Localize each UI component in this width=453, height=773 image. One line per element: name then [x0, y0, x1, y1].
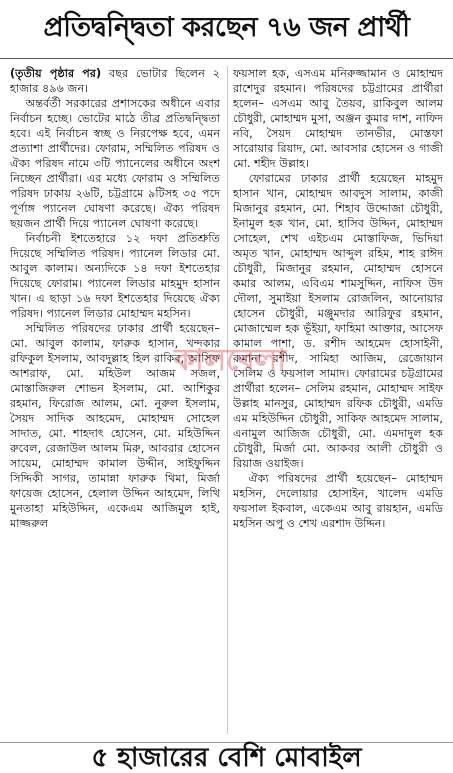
article-column-left: [10, 66, 220, 734]
paragraph-text: বছর ভোটার ছিলেন ২ হাজার ৪৯৬ জন।: [10, 67, 220, 95]
article-paragraph: নির্বাচনী ইশতেহারে ১২ দফা প্রতিশ্রুতি দিয়েছে সম্মিলিত পরিষদ। প্যানেল লিডার মো. আবুল কালাম। অন্যদিকে ১৪ দফা ইশতেহার দিয়েছে ফোরাম। প্যানেল লিডার মাহমুদ হাসান খান। এ ছাড়া ১৬ দফা ইশতেহার দিয়েছে ঐক্য পরিষদ। প্যানেল লিডার মোহাম্মদ মহসিন।: [10, 232, 220, 320]
article-body: [10, 66, 443, 734]
article-paragraph: ঐক্য পরিষদের প্রার্থী হয়েছেন– মোহাম্মদ মহসিন, দেলোয়ার হোসাইন, খালেদ এমডি ফয়সাল ইকবাল, একেএম আবু রায়হান, এমডি মহসিন অপু ও শেখ এরশাদ উদ্দিন।: [233, 472, 443, 530]
publisher-watermark: কালবেলা: [174, 342, 286, 378]
article-paragraph: [10, 66, 220, 96]
article-headline: প্রতিদ্বন্দ্বিতা করছেন ৭৬ জন প্রার্থী: [0, 0, 453, 59]
article-paragraph: ফোরামের ঢাকার প্রার্থী হয়েছেন মাহমুদ হাসান খান, মোহাম্মদ আবদুস সালাম, কাজী মিজানুর রহমান, মো. শিহাব উদ্দোজা চৌধুরী, ইনামুল হক খান, মো. হাসিব উদ্দিন, মোহাম্মদ সোহেল, শেখ এইচএম মোস্তাফিজ, ভিদিয়া অমৃত খান, মোহাম্মদ আব্দুল রহিম, শাহ রাঈদ চৌধুরী, মিজানুর রহমান, মোহাম্মদ হোসনে কমার আলম, এবিএম শামসুদ্দিন, নাফিস উদ দৌলা, সুমাইয়া ইসলাম রোজলিন, আনোয়ার হোসেন চৌধুরী, মঞ্জুমদার আরিফুর রহমান, মোজাম্মেল হক ভূঁইয়া, ফাহিমা আক্তার, আসেফ কামাল পাশা, ড. রশীদ আহমেদ হোসাইনী, রুমানা রশীদ, সামিহা আজিম, রেজোয়ান সেলিম ও ফয়সাল সামাদ। ফোরামের চট্টগ্রামের প্রার্থীরা হলেন– সেলিম রহমান, মোহাম্মদ সাইফ উল্লাহ মানসুর, মোহাম্মদ রফিক চৌধুরী, এমডি এম মহিউদ্দিন চৌধুরী, সাকিফ আহমেদ সালাম, এনামুল আজিজ চৌধুরী, মো. এমদাদুল হক চৌধুরী, মির্জা মো. আকবর আলী চৌধুরী ও রিয়াজ ওয়াইজ।: [233, 172, 443, 470]
article-paragraph: সম্মিলিত পরিষদের ঢাকার প্রার্থী হয়েছেন– মো. আবুল কালাম, ফারুক হাসান, খন্দকার রফিকুল ইসলাম, আবদুল্লাহ হিল রাকিব, আসিফ আশরাফ, মো. মহিউল আজম সজল, মোস্তাজিরুল শোভন ইসলাম, মো. আশিকুর রহমান, ফিরোজ আলম, মো. নুরুল ইসলাম, সৈয়দ সাদিক আহমেদ, মোহাম্মদ সোহেল সাদাত, মো. শাহদাৎ হোসেন, মো. মহিউদ্দিন রুবেল, রেজাউল আলম মিরু, আবরার হোসেন সায়েম, মোহাম্মদ কামাল উদ্দীন, সাইফুদ্দিন সিদ্দিকী সাগর, তামান্না ফারুক থিমা, মির্জা ফায়েজ হোসেন, হেলাল উদ্দিন আহমেদ, লিথি মুনতাহা মহিউদ্দিন, একেএম আজিমুল হাই, মাজ্জরুল: [10, 322, 220, 530]
article-paragraph: অন্তর্বর্তী সরকারের প্রশাসকের অধীনে এবার নির্বাচন হচ্ছে। ভোটের মাঠে তীব্র প্রতিদ্বন্দ্বিতা হবে। এই নির্বাচন স্বচ্ছ ও নিরপেক্ষ হবে, এমন প্রত্যাশা প্রার্থীদের। ফোরাম, সম্মিলিত পরিষদ ও ঐক্য পরিষদ নামে ৩টি প্যানেলের অধীনে অংশ নিচ্ছেন প্রার্থীরা। এর মধ্যে ফোরাম ও সম্মিলিত পরিষদ ঢাকায় ২৬টি, চট্টগ্রামে ৯টিসহ ৩৫ পদে পূর্ণাঙ্গ প্যানেল ঘোষণা করেছে। ঐক্য পরিষদ ছয়জন প্রার্থী দিয়ে প্যানেল ঘোষণা করেছে।: [10, 97, 220, 230]
next-article-headline: ৫ হাজারের বেশি মোবাইল: [0, 742, 453, 773]
column-divider: [227, 66, 228, 734]
article-column-right: [233, 66, 443, 734]
article-paragraph: ফয়সাল হক, এসএম মনিরুজ্জামান ও মোহাম্মদ রাশেদুর রহমান। পরিষদের চট্টগ্রামের প্রার্থীরা হলেন– এসএম আবু তৈয়ব, রাকিবুল আলম চৌধুরী, মোহাম্মদ মুসা, অঞ্জন কুমার দাশ, নাফিদ নবি, সৈয়দ মোহাম্মদ তানভীর, মোস্তফা সারোয়ার রিয়াদ, মো. আবসার হোসেন ও গাজী মো. শহীদ উল্লাহ।: [233, 67, 443, 170]
continuation-marker: (তৃতীয় পৃষ্ঠার পর): [10, 67, 102, 80]
